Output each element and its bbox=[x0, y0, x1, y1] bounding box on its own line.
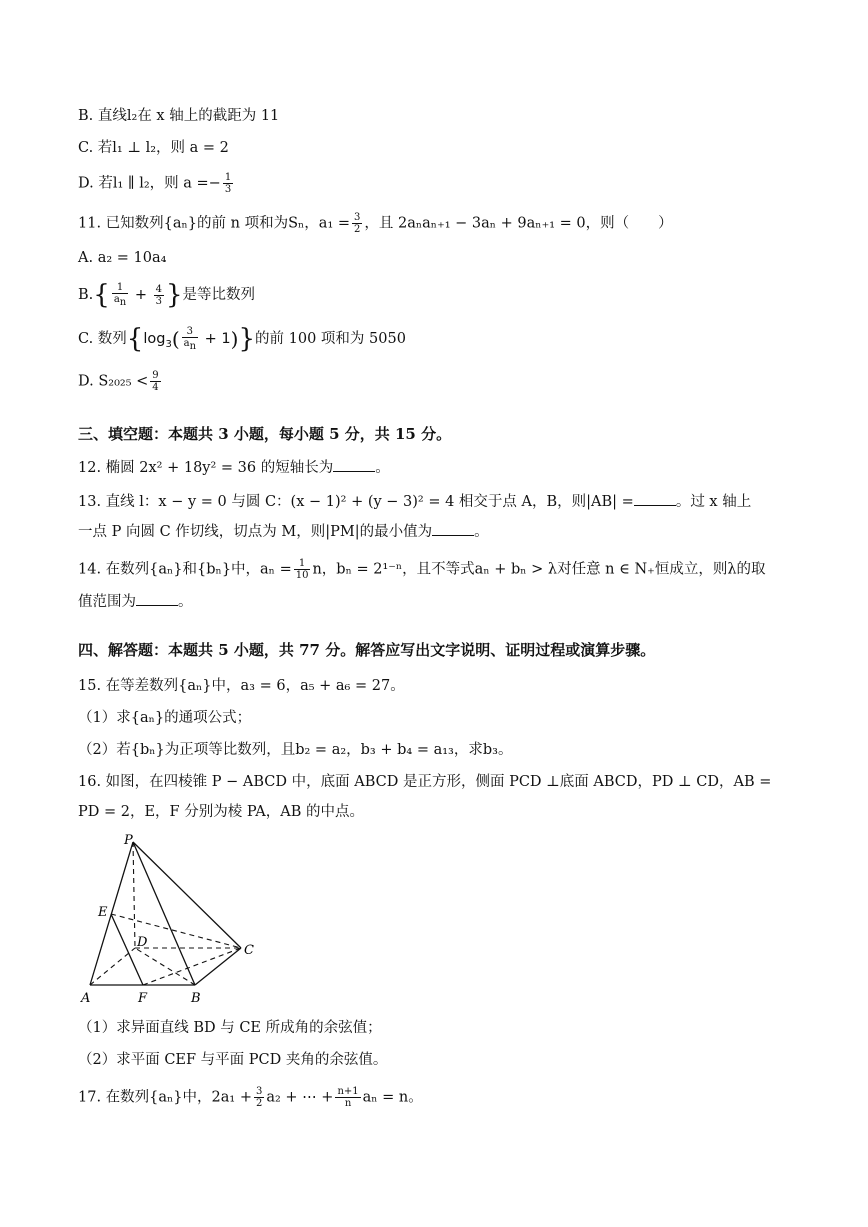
q11-option-d: D. S₂₀₂₅ < $\frac{9}{4}$ bbox=[78, 370, 159, 393]
edge-BC bbox=[195, 948, 241, 985]
q10-option-b: B. 直线l₂在 x 轴上的截距为 11 bbox=[78, 108, 280, 124]
q10-option-c: C. 若l₁ ⊥ l₂，则 a = 2 bbox=[78, 140, 229, 156]
q15-part1: （1）求{aₙ}的通项公式； bbox=[78, 710, 252, 726]
q13-line2: 一点 P 向圆 C 作切线，切点为 M，则|PM|的最小值为 。 bbox=[78, 524, 489, 540]
answer-blank bbox=[136, 593, 178, 606]
q13-line1: 13. 直线 l：x − y = 0 与圆 C：(x − 1)² + (y − 3)² = 4 相交于点 A，B，则|AB| = 。过 x 轴上 bbox=[78, 494, 752, 510]
q11-option-b: B.{ $\frac{1}{a_n}$ + $\frac{4}{3}$ }是等比数列 bbox=[78, 280, 256, 310]
label-A: A bbox=[81, 991, 91, 1006]
q14-line1: 14. 在数列{aₙ}和{bₙ}中，aₙ = $\frac{1}{10}$ n，bₙ = 2¹⁻ⁿ，且不等式aₙ + bₙ > λ对任意 n ∈ N₊恒成立，则λ的取 bbox=[78, 558, 766, 581]
q11-stem: 11. 已知数列{aₙ}的前 n 项和为Sₙ，a₁ = $\frac{3}{2}$ ，且 2aₙaₙ₊₁ − 3aₙ + 9aₙ₊₁ = 0，则（ ） bbox=[78, 212, 673, 235]
edge-AD bbox=[90, 948, 135, 985]
q11-option-a: A. a₂ = 10a₄ bbox=[78, 250, 167, 266]
label-P: P bbox=[124, 833, 133, 848]
q16-part1: （1）求异面直线 BD 与 CE 所成角的余弦值； bbox=[78, 1020, 382, 1036]
q10-option-d: D. 若l₁ ∥ l₂，则 a =− $\frac{1}{3}$ bbox=[78, 172, 232, 195]
q12: 12. 椭圆 2x² + 18y² = 36 的短轴长为 。 bbox=[78, 460, 390, 476]
pyramid-figure bbox=[78, 832, 278, 1012]
q15-part2: （2）若{bₙ}为正项等比数列，且b₂ = a₂，b₃ + b₄ = a₁₃，求b₃。 bbox=[78, 742, 513, 758]
answer-blank bbox=[432, 523, 474, 536]
edge-PD bbox=[133, 842, 135, 948]
label-E: E bbox=[98, 905, 108, 920]
label-F: F bbox=[138, 991, 148, 1006]
fraction: $\frac{1}{3}$ bbox=[224, 172, 232, 195]
segment-BD bbox=[135, 948, 195, 985]
q16-line1: 16. 如图，在四棱锥 P − ABCD 中，底面 ABCD 是正方形，侧面 PCD ⊥底面 ABCD，PD ⊥ CD，AB = bbox=[78, 774, 772, 790]
q16-part2: （2）求平面 CEF 与平面 PCD 夹角的余弦值。 bbox=[78, 1052, 388, 1068]
segment-EC bbox=[111, 914, 241, 948]
q16-line2: PD = 2，E，F 分别为棱 PA，AB 的中点。 bbox=[78, 804, 364, 820]
q11-option-c: C. 数列{$\log_3$( $\frac{3}{a_n}$ + 1)}的前 100 项和为 5050 bbox=[78, 324, 406, 354]
label-C: C bbox=[244, 943, 254, 958]
edge-PB bbox=[133, 842, 195, 985]
q15-stem: 15. 在等差数列{aₙ}中，a₃ = 6，a₅ + a₆ = 27。 bbox=[78, 678, 405, 694]
section-4-heading: 四、解答题：本题共 5 小题，共 77 分。解答应写出文字说明、证明过程或演算步骤。 bbox=[78, 641, 656, 659]
q14-line2: 值范围为 。 bbox=[78, 594, 193, 610]
q17-stem: 17. 在数列{aₙ}中，2a₁ + $\frac{3}{2}$ a₂ + ⋯ + $\frac{n+1}{n}$ aₙ = n。 bbox=[78, 1086, 423, 1109]
section-3-heading: 三、填空题：本题共 3 小题，每小题 5 分，共 15 分。 bbox=[78, 425, 452, 443]
edge-PC bbox=[133, 842, 241, 948]
answer-blank bbox=[634, 493, 676, 506]
answer-blank bbox=[333, 459, 375, 472]
label-B: B bbox=[191, 991, 201, 1006]
edge-PA bbox=[90, 842, 133, 985]
label-D: D bbox=[137, 935, 148, 950]
